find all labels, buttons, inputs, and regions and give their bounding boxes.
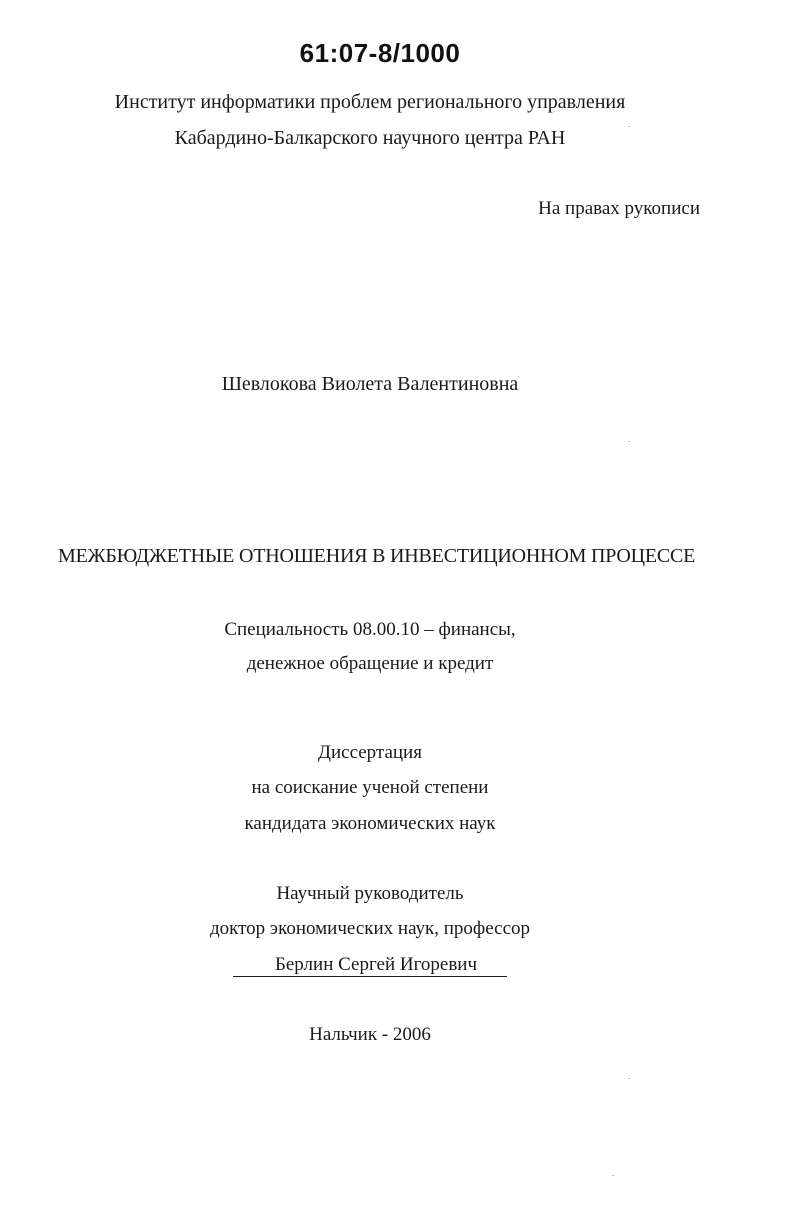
dissertation-title: МЕЖБЮДЖЕТНЫЕ ОТНОШЕНИЯ В ИНВЕСТИЦИОННОМ ПРОЦЕССЕ — [58, 545, 696, 567]
specialty-line-2: денежное обращение и кредит — [246, 653, 494, 674]
advisor-degree: доктор экономических наук, профессор — [209, 918, 531, 939]
scan-speck — [612, 1175, 614, 1176]
scan-speck — [628, 1078, 630, 1079]
degree-sought-line: на соискание ученой степени — [251, 777, 489, 798]
scan-speck — [628, 441, 630, 442]
institution-line-2: Кабардино-Балкарского научного центра РАН — [174, 127, 566, 149]
advisor-name-row — [0, 955, 740, 977]
advisor-name: Берлин Сергей Игоревич — [233, 955, 507, 977]
specialty-line-1: Специальность 08.00.10 – финансы, — [224, 619, 516, 640]
author-name: Шевлокова Виолета Валентиновна — [221, 373, 519, 395]
place-year: Нальчик - 2006 — [309, 1024, 431, 1045]
degree-name-line: кандидата экономических наук — [244, 813, 496, 834]
advisor-label: Научный руководитель — [276, 883, 464, 904]
registry-code: 61:07-8/1000 — [299, 38, 461, 68]
manuscript-note: На правах рукописи — [538, 198, 700, 219]
institution-line-1: Институт информатики проблем регионального управления — [114, 91, 626, 113]
dissertation-label: Диссертация — [318, 742, 422, 763]
scan-speck — [628, 126, 630, 127]
